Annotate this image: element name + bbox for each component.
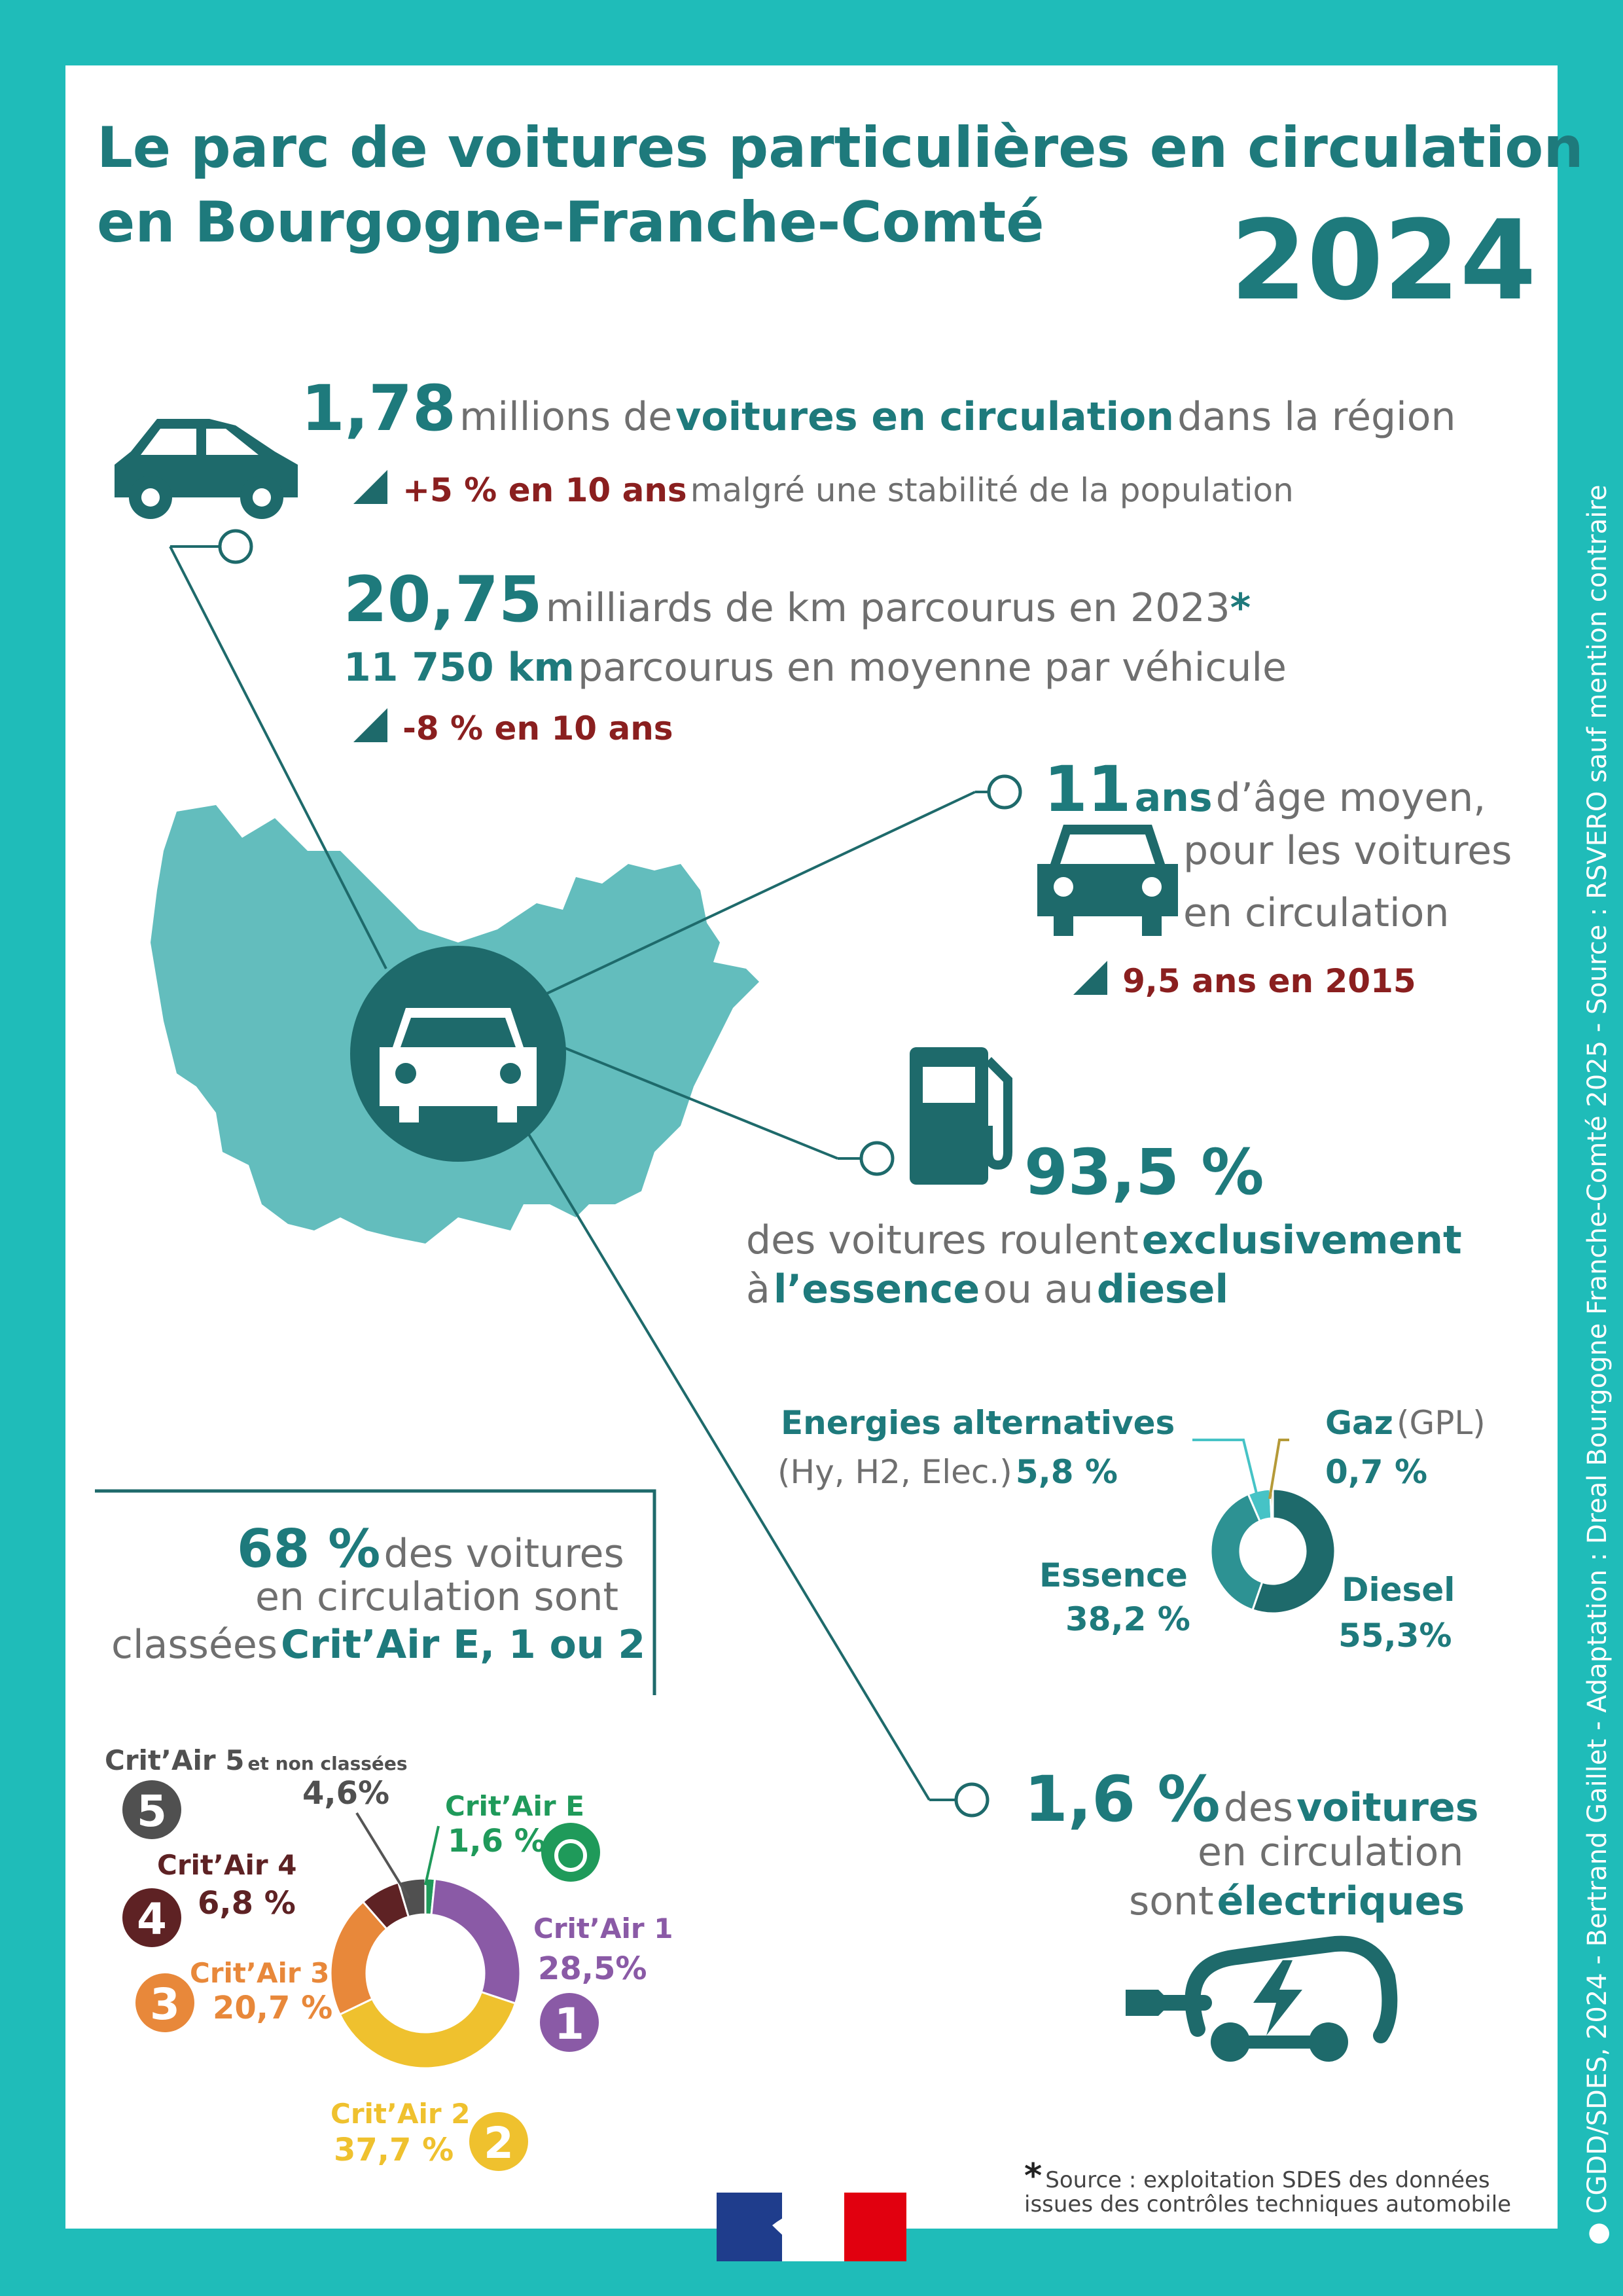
critair-5-badge-icon xyxy=(122,1780,181,1839)
side-source-text: CGDD/SDES, 2024 - Bertrand Gaillet - Adaptation : Dreal Bourgogne Franche-Comté 2025 - Source : RSVERO sauf mention contraire xyxy=(1582,484,1613,2214)
age-stat xyxy=(1044,753,1486,826)
page-year: 2024 xyxy=(1230,196,1537,325)
critair-summary-value: 68 % xyxy=(237,1518,381,1579)
fuel-pump-icon xyxy=(910,1047,1008,1185)
fuel-line2-c: ou au xyxy=(983,1266,1094,1312)
electric-stat xyxy=(1024,1763,1478,1836)
critair-3-badge-icon xyxy=(135,1973,194,2032)
critair-5-value: 4,6% xyxy=(302,1775,390,1812)
car-front-icon-center xyxy=(380,1008,537,1122)
footnote-line1: Source : exploitation SDES des données xyxy=(1045,2167,1490,2193)
critair-2-label: Crit’Air 2 xyxy=(330,2098,471,2130)
fleet-text-c: dans la région xyxy=(1177,394,1456,440)
energy-alt-label: Energies alternatives xyxy=(781,1404,1175,1442)
critair-summary-line3 xyxy=(111,1622,645,1668)
republique-francaise-logo xyxy=(717,2193,906,2261)
lightning-icon xyxy=(1253,1960,1302,2036)
km-text: milliards de km parcourus en 2023 xyxy=(545,585,1230,631)
svg-text:1: 1 xyxy=(554,1999,584,2049)
energy-diesel-value: 55,3% xyxy=(1338,1617,1452,1655)
critair-4-value: 6,8 % xyxy=(198,1885,296,1922)
energy-gaz-label: Gaz xyxy=(1325,1404,1393,1442)
footnote-line2: issues des contrôles techniques automobile xyxy=(1024,2191,1512,2217)
electric-line3 xyxy=(1129,1878,1465,1924)
energy-donut-chart xyxy=(1211,1489,1335,1613)
energy-gaz-detail: (GPL) xyxy=(1396,1404,1486,1442)
fuel-line1 xyxy=(746,1217,1462,1263)
critair-summary-line2: en circulation sont xyxy=(255,1574,618,1620)
fuel-line1-a: des voitures roulent xyxy=(746,1217,1139,1263)
critair-1-label: Crit’Air 1 xyxy=(533,1912,673,1945)
age-line3: en circulation xyxy=(1183,890,1450,936)
critair-5-suffix: et non classées xyxy=(247,1753,408,1774)
donut-slice-critair-2 xyxy=(340,1992,515,2068)
connector-dot-fuel xyxy=(861,1143,893,1174)
energy-alt-detail: (Hy, H2, Elec.) xyxy=(777,1453,1012,1491)
critair-e-label: Crit’Air E xyxy=(445,1790,584,1822)
critair-3-label: Crit’Air 3 xyxy=(190,1957,330,1989)
critair-e-value: 1,6 % xyxy=(448,1823,546,1859)
electric-value: 1,6 % xyxy=(1024,1763,1221,1836)
critair-summary-line1: des voitures xyxy=(383,1531,624,1577)
electric-line3-a: sont xyxy=(1129,1878,1214,1924)
critair-2-value: 37,7 % xyxy=(334,2132,454,2168)
critair-1-value: 28,5% xyxy=(538,1950,647,1987)
car-front-icon-age xyxy=(1037,825,1178,936)
critair-2-badge-icon xyxy=(469,2112,528,2171)
donut-slice-essence xyxy=(1211,1494,1262,1610)
km-trend-value: -8 % en 10 ans xyxy=(402,709,673,747)
age-line1: d’âge moyen, xyxy=(1215,775,1486,821)
trend-triangle-icon xyxy=(1073,961,1107,995)
fuel-line2-d: diesel xyxy=(1096,1266,1229,1312)
side-source-credit xyxy=(1582,484,1613,2245)
fleet-trend-value: +5 % en 10 ans xyxy=(402,471,687,509)
connector-dot-fleet xyxy=(220,531,251,562)
electric-car-wheels xyxy=(1126,1990,1348,2062)
footnote-line1-row xyxy=(1024,2157,1490,2196)
critair-donut-chart xyxy=(330,1878,520,2068)
fleet-stat xyxy=(301,372,1456,445)
electric-line2: en circulation xyxy=(1198,1829,1464,1875)
km-value: 20,75 xyxy=(344,563,543,636)
electric-line3-b: électriques xyxy=(1217,1878,1465,1924)
fuel-value: 93,5 % xyxy=(1024,1136,1264,1209)
page-title-line2: en Bourgogne-Franche-Comté xyxy=(97,190,1044,255)
km-asterisk: * xyxy=(1230,585,1251,631)
energy-alt-value: 5,8 % xyxy=(1015,1453,1118,1491)
fleet-text-a: millions de xyxy=(459,394,673,440)
energy-gaz-value: 0,7 % xyxy=(1325,1453,1428,1491)
source-bullet-icon: ● xyxy=(1582,2214,1613,2245)
energy-essence-label: Essence xyxy=(1039,1556,1188,1594)
energy-diesel-label: Diesel xyxy=(1342,1571,1455,1609)
critair-e-badge-icon xyxy=(541,1823,600,1882)
km-trend xyxy=(353,708,673,747)
donut-slice-critair-1 xyxy=(431,1879,520,2003)
km-average xyxy=(344,645,1287,691)
svg-text:2: 2 xyxy=(484,2118,514,2168)
svg-text:4: 4 xyxy=(137,1894,167,1945)
fleet-value: 1,78 xyxy=(301,372,456,445)
km-stat xyxy=(344,563,1251,636)
critair-1-badge-icon xyxy=(540,1993,599,2052)
energy-gaz-row xyxy=(1325,1404,1486,1442)
connector-dot-age xyxy=(989,776,1020,808)
fuel-line2 xyxy=(746,1266,1228,1312)
critair-leader-5 xyxy=(357,1813,409,1898)
fleet-text-b: voitures en circulation xyxy=(675,394,1174,440)
energy-leader-alt xyxy=(1192,1440,1258,1499)
svg-text:5: 5 xyxy=(137,1786,167,1837)
fuel-line2-b: l’essence xyxy=(773,1266,980,1312)
electric-line1-b: voitures xyxy=(1296,1785,1479,1831)
critair-summary xyxy=(237,1518,624,1579)
trend-triangle-icon xyxy=(353,708,387,742)
km-avg-value: 11 750 km xyxy=(344,645,575,691)
svg-text:3: 3 xyxy=(150,1979,180,2030)
fleet-trend-note: malgré une stabilité de la population xyxy=(690,471,1294,509)
fuel-line2-a: à xyxy=(746,1266,770,1312)
age-line2: pour les voitures xyxy=(1183,828,1512,874)
critair-5-label: Crit’Air 5 xyxy=(105,1744,245,1776)
footnote-asterisk: * xyxy=(1024,2157,1043,2196)
critair-4-badge-icon xyxy=(122,1888,181,1947)
car-side-icon xyxy=(115,419,298,519)
critair-summary-line3-b: Crit’Air E, 1 ou 2 xyxy=(281,1622,646,1668)
fuel-line1-b: exclusivement xyxy=(1141,1217,1462,1263)
km-avg-text: parcourus en moyenne par véhicule xyxy=(578,645,1287,691)
age-trend xyxy=(1073,961,1416,1000)
critair-4-label: Crit’Air 4 xyxy=(157,1849,297,1881)
trend-triangle-icon xyxy=(353,470,387,504)
age-trend-value: 9,5 ans en 2015 xyxy=(1122,962,1416,1000)
energy-alt-row xyxy=(777,1453,1118,1491)
page-title-line1: Le parc de voitures particulières en circulation xyxy=(97,115,1584,181)
critair-5-label-row xyxy=(105,1744,408,1776)
critair-3-value: 20,7 % xyxy=(213,1990,333,2026)
age-unit: ans xyxy=(1134,775,1213,821)
age-value: 11 xyxy=(1044,753,1132,826)
connector-dot-electric xyxy=(956,1784,988,1816)
energy-essence-value: 38,2 % xyxy=(1065,1600,1190,1638)
critair-summary-line3-a: classées xyxy=(111,1622,278,1668)
electric-line1-a: des xyxy=(1223,1785,1294,1831)
critair-leader-e xyxy=(425,1826,438,1885)
fleet-trend xyxy=(353,470,1294,509)
